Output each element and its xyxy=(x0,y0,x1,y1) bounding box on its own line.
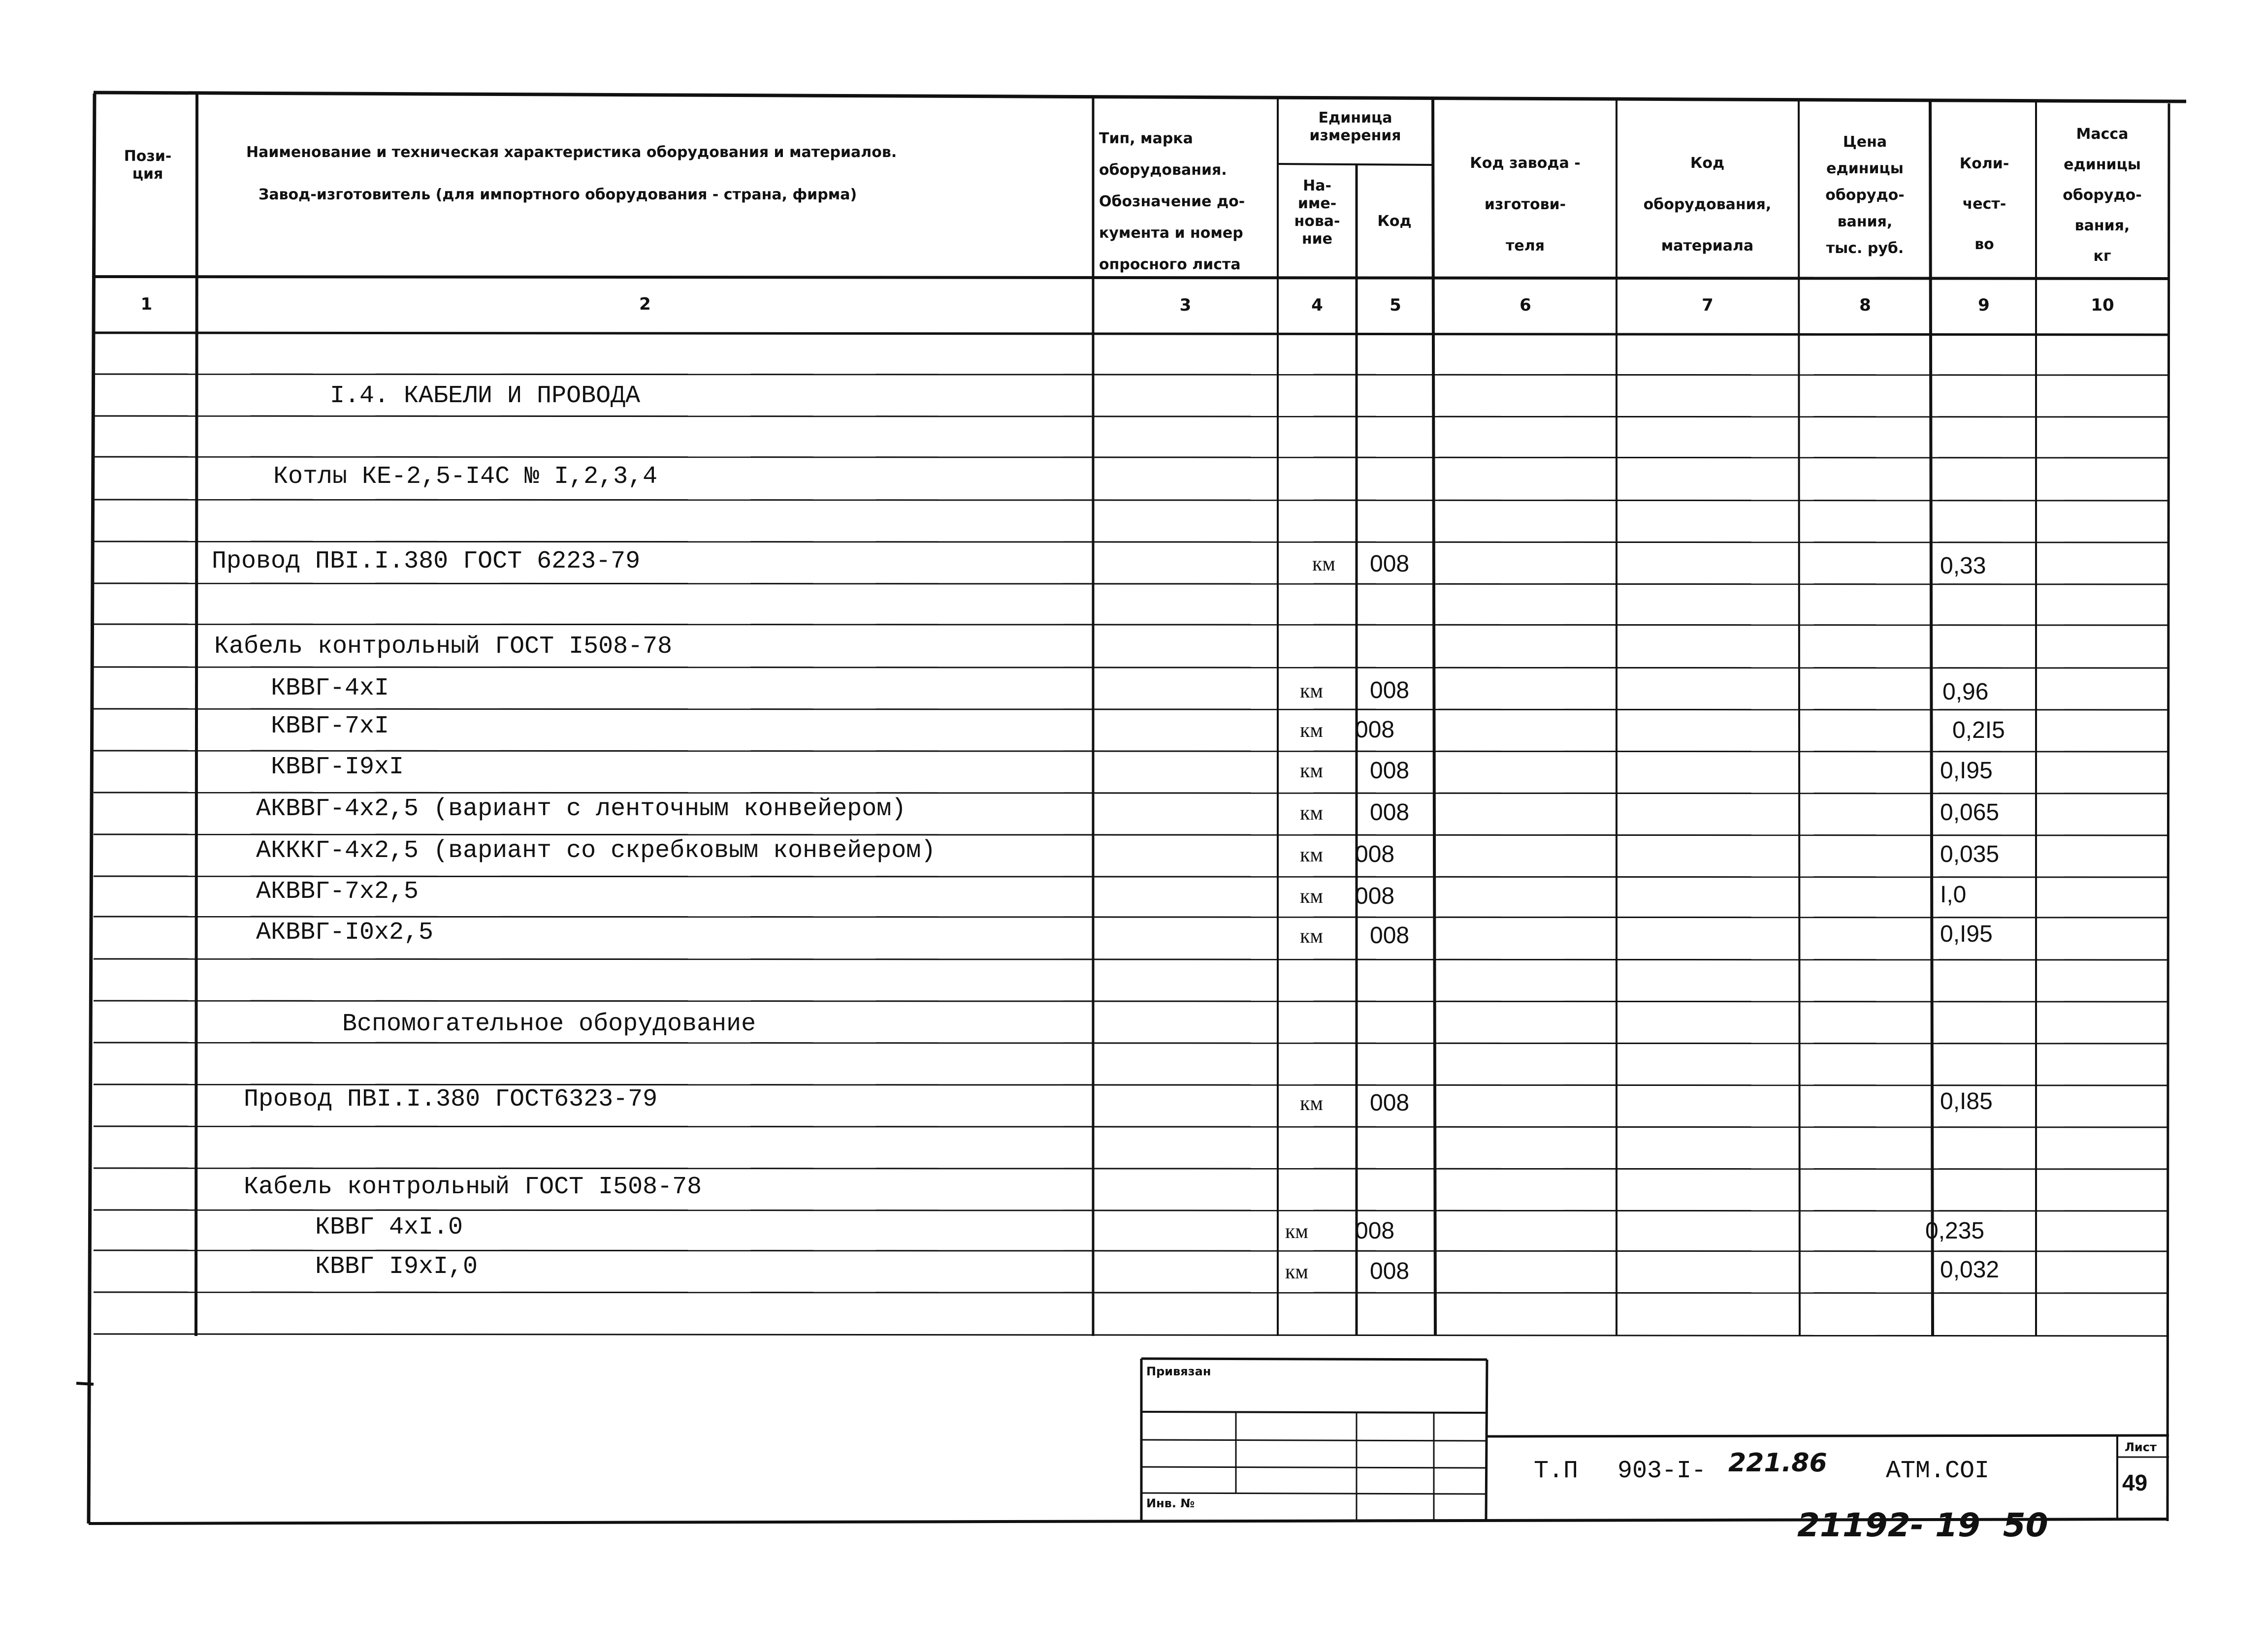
col-number-8: 8 xyxy=(1859,295,1871,315)
header-unit-group: Единица измерения xyxy=(1309,109,1401,144)
subgroup-title: Кабель контрольный ГОСТ I508-78 xyxy=(214,633,673,661)
unit-cell: км xyxy=(1300,885,1323,908)
code-cell: 008 xyxy=(1355,841,1395,867)
unit-cell: км xyxy=(1285,1261,1308,1283)
quantity-cell: 0,235 xyxy=(1925,1218,1985,1244)
code-cell: 008 xyxy=(1370,1258,1410,1284)
code-cell: 008 xyxy=(1355,883,1395,909)
quantity-cell: 0,I95 xyxy=(1940,921,1993,947)
quantity-cell: 0,33 xyxy=(1940,553,1986,579)
quantity-cell: 0,96 xyxy=(1942,679,1989,705)
table-row: АКВВГ-4х2,5 (вариант с ленточным конвейером) xyxy=(256,795,906,823)
table-row: КВВГ-I9хI xyxy=(271,753,404,781)
unit-cell: км xyxy=(1300,719,1323,742)
code-cell: 008 xyxy=(1370,922,1410,949)
table-row: АКВВГ-I0х2,5 xyxy=(256,919,434,947)
doc-code: АТМ.СОI xyxy=(1886,1457,1990,1485)
code-cell: 008 xyxy=(1370,677,1410,703)
code-cell: 008 xyxy=(1370,1090,1410,1116)
header-position: Пози- ция xyxy=(124,148,172,183)
table-row: Провод ПВI.I.380 ГОСТ 6223-79 xyxy=(212,547,641,575)
quantity-cell: 0,2I5 xyxy=(1952,717,2005,743)
col-number-7: 7 xyxy=(1702,295,1714,315)
code-cell: 008 xyxy=(1355,1218,1395,1244)
header-mass: Масса единицы оборудо- вания, кг xyxy=(2063,126,2142,265)
header-unit-code: Код xyxy=(1377,213,1412,230)
col-number-6: 6 xyxy=(1520,295,1531,315)
header-price: Цена единицы оборудо- вания, тыс. руб. xyxy=(1825,133,1905,257)
col-number-9: 9 xyxy=(1978,295,1990,315)
doc-number-handwritten: 221.86 xyxy=(1728,1448,1827,1478)
unit-cell: км xyxy=(1300,760,1323,782)
quantity-cell: 0,035 xyxy=(1940,841,2000,867)
doc-series: 903-I- xyxy=(1617,1457,1707,1485)
unit-cell: км xyxy=(1300,1092,1323,1115)
code-cell: 008 xyxy=(1370,758,1410,784)
unit-cell: км xyxy=(1300,844,1323,866)
table-row: Провод ПВI.I.380 ГОСТ6323-79 xyxy=(244,1085,658,1113)
unit-cell: км xyxy=(1300,925,1323,948)
col-number-1: 1 xyxy=(140,294,153,314)
col-number-3: 3 xyxy=(1179,295,1192,315)
header-type: Тип, марка оборудования. Обозначение до- кумента и номер опросного листа xyxy=(1099,130,1245,273)
subgroup-title: Вспомогательное оборудование xyxy=(342,1010,756,1038)
code-cell: 008 xyxy=(1355,717,1395,743)
stamp-inv: Инв. № xyxy=(1146,1496,1195,1510)
unit-cell: км xyxy=(1312,553,1335,575)
header-equipment-code: Код оборудования, материала xyxy=(1643,155,1772,254)
header-plant-code: Код завода - изготови- теля xyxy=(1470,155,1581,254)
col-number-10: 10 xyxy=(2091,295,2114,315)
table-row: КВВГ-4хI xyxy=(271,674,389,702)
header-unit-name: На- име- нова- ние xyxy=(1294,177,1340,248)
code-cell: 008 xyxy=(1370,551,1410,577)
unit-cell: км xyxy=(1300,802,1323,825)
subgroup-title: Кабель контрольный ГОСТ I508-78 xyxy=(244,1173,702,1201)
section-title: I.4. КАБЕЛИ И ПРОВОДА xyxy=(330,382,641,410)
header-name-line1: Наименование и техническая характеристика оборудования и материалов. xyxy=(246,144,897,161)
col-number-4: 4 xyxy=(1311,295,1323,315)
quantity-cell: I,0 xyxy=(1940,882,1967,908)
col-number-5: 5 xyxy=(1390,295,1401,315)
col-number-2: 2 xyxy=(639,294,651,314)
quantity-cell: 0,065 xyxy=(1940,799,2000,826)
table-row: КВВГ I9хI,0 xyxy=(315,1253,478,1281)
header-quantity: Коли- чест- во xyxy=(1959,155,2009,253)
table-row: КВВГ-7хI xyxy=(271,712,389,740)
boilers-title: Котлы КЕ-2,5-I4С № I,2,3,4 xyxy=(273,463,658,491)
code-cell: 008 xyxy=(1370,799,1410,826)
quantity-cell: 0,I95 xyxy=(1940,758,1993,784)
bottom-handwritten-number: 21192- 19 50 xyxy=(1797,1506,2048,1544)
table-row: КВВГ 4хI.0 xyxy=(315,1213,463,1241)
stamp-privyazan: Привязан xyxy=(1146,1365,1211,1378)
doc-prefix: Т.П xyxy=(1534,1457,1579,1485)
sheet-label: Лист xyxy=(2125,1440,2157,1454)
table-row: АКВВГ-7х2,5 xyxy=(256,878,419,906)
table-row: АКККГ-4х2,5 (вариант со скребковым конвейером) xyxy=(256,837,936,865)
unit-cell: км xyxy=(1300,680,1323,702)
header-name-line2: Завод-изготовитель (для импортного оборудования - страна, фирма) xyxy=(259,186,857,203)
quantity-cell: 0,I85 xyxy=(1940,1088,1993,1114)
quantity-cell: 0,032 xyxy=(1940,1257,2000,1283)
unit-cell: км xyxy=(1285,1220,1308,1243)
sheet-number: 49 xyxy=(2122,1470,2148,1495)
